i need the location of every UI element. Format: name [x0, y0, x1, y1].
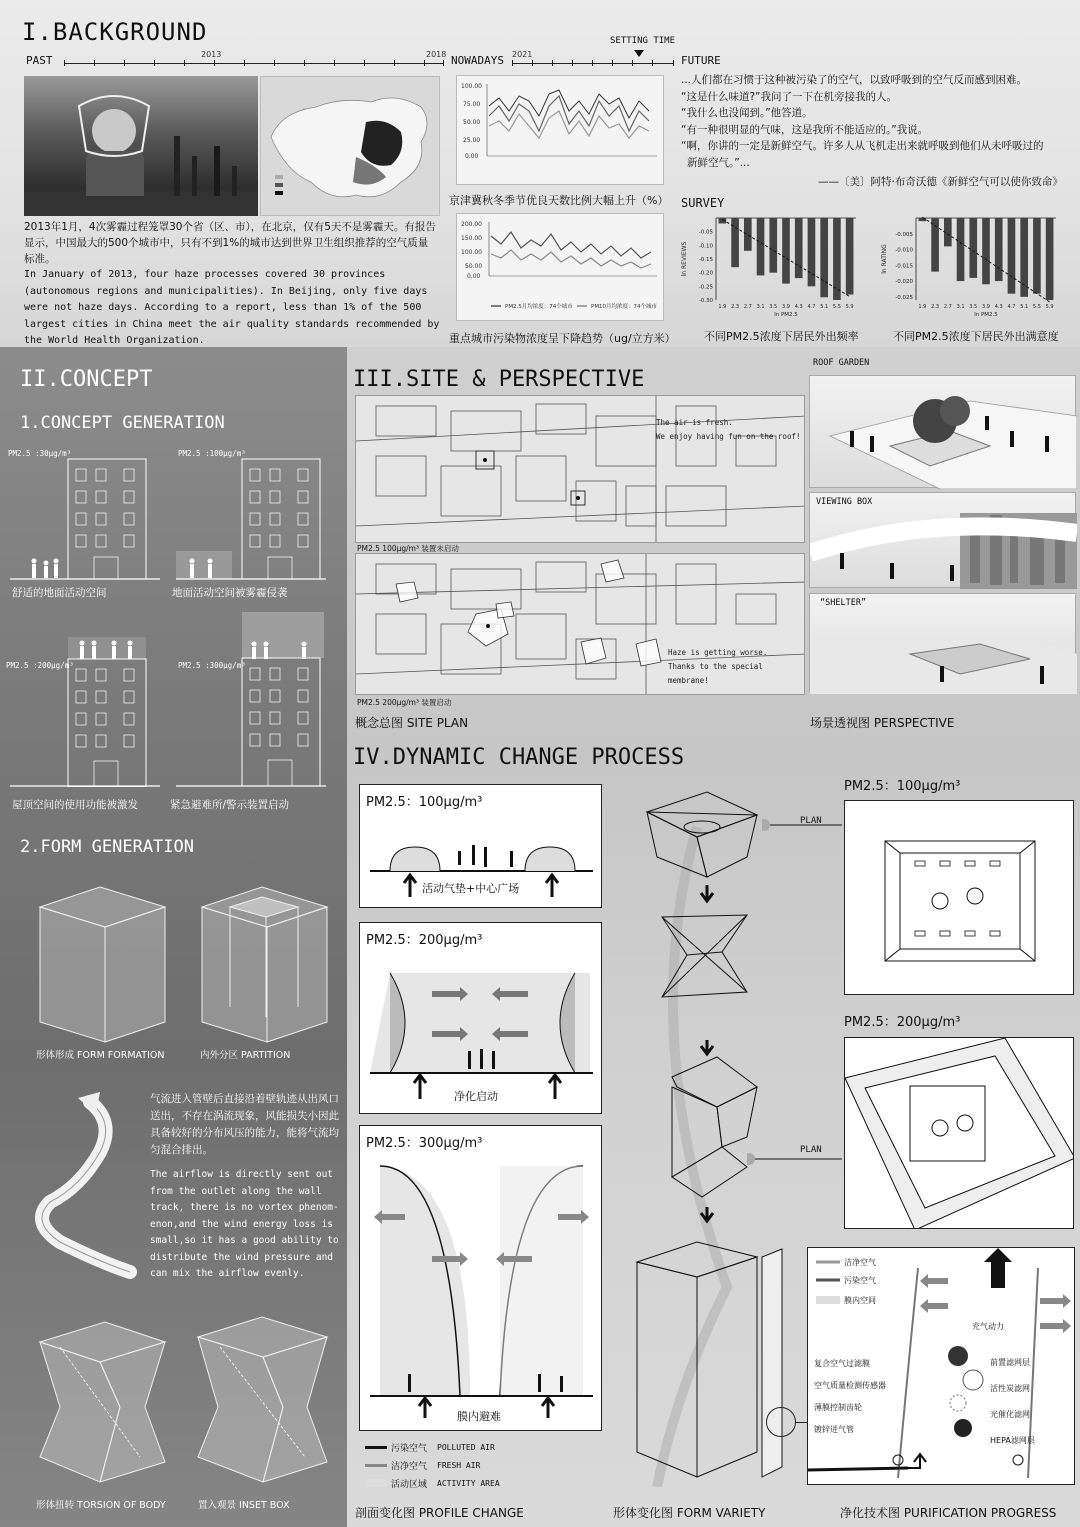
profile-caption: 活动气垫+中心广场	[422, 882, 520, 895]
x-tick-label: 3.5	[769, 304, 778, 310]
site-note-haze	[668, 646, 803, 688]
bar	[969, 218, 977, 278]
purif-label: 光催化滤网	[990, 1410, 1030, 1419]
background-title: I.BACKGROUND	[22, 18, 208, 46]
x-tick-label: 4.3	[794, 304, 803, 310]
timeline-past-label: PAST	[26, 54, 53, 67]
pm-label-300: PM2.5 :300μg/m³	[178, 661, 246, 670]
intro-text-cn: 2013年1月，4次雾霾过程笼罩30个省（区、市），在北京，仅有5天不是雾霾天。有报告显示，中国最大的500个城市中，只有不到1%的城市达到世界卫生组织推荐的空气质量标准。	[24, 221, 436, 265]
detail-callout-line	[795, 1422, 807, 1423]
bar	[957, 218, 965, 281]
x-tick-label: 2.3	[931, 304, 940, 310]
x-tick-label: 3.1	[956, 304, 965, 310]
y-tick-label: -0.10	[698, 243, 713, 250]
quote-line: “啊，你讲的一定是新鲜空气。许多人从飞机走出来就呼吸到他们从未呼吸过的	[681, 140, 1044, 152]
roof-garden-perspective	[809, 375, 1076, 488]
survey-reviews-caption: 不同PM2.5浓度下居民外出频率	[704, 330, 859, 343]
profile-panel-200	[359, 922, 602, 1114]
pollutant-chart-caption: 重点城市污染物浓度呈下降趋势（ug/立方米）	[449, 332, 676, 345]
bar	[782, 218, 790, 284]
svg-text:100.00: 100.00	[461, 249, 482, 256]
persp-label-shelter: “SHELTER”	[820, 598, 867, 608]
y-tick-label: -0.005	[895, 231, 913, 238]
x-tick-label: 3.1	[756, 304, 765, 310]
bar	[757, 218, 765, 275]
form-caption-partition: 内外分区 PARTITION	[200, 1050, 291, 1061]
plan-pm-label-100: PM2.5：100μg/m³	[844, 779, 961, 794]
purif-legend-polluted: 污染空气	[844, 1276, 876, 1285]
legend-activity-area	[365, 1474, 500, 1492]
purif-label: 镀锌进气管	[814, 1425, 854, 1434]
x-tick-label: 2.7	[743, 304, 752, 310]
form-variety-diagram	[617, 787, 797, 1487]
x-axis-label: ln PM2.5	[974, 312, 998, 318]
legend-en: POLLUTED AIR	[437, 1442, 495, 1452]
legend-polluted-air	[365, 1438, 500, 1456]
viewing-box-perspective	[809, 492, 1076, 588]
plan-arrow-2	[747, 1141, 847, 1171]
plan-label-1: PLAN	[800, 816, 822, 826]
y-tick-label: -0.20	[698, 270, 713, 277]
form-caption-inset-box: 置入观景 INSET BOX	[198, 1500, 290, 1511]
pollutant-legend-pm10: PM10月均浓度：74个城市	[591, 304, 658, 310]
site-plan-map-2	[355, 553, 805, 695]
concept-caption-1: 舒适的地面活动空间	[12, 587, 107, 599]
purif-right-labels	[990, 1350, 1035, 1454]
profile-pm-label: PM2.5：100μg/m³	[366, 795, 483, 810]
plan-view-100	[844, 800, 1074, 995]
svg-text:50.00: 50.00	[463, 119, 481, 126]
bar	[744, 218, 752, 251]
site-note-line: Haze is getting worse.	[668, 648, 768, 657]
quote-line: “我什么也没闻到。”他答道。	[681, 107, 813, 119]
form-boxes-top	[30, 877, 330, 1047]
concept-building-4	[176, 612, 326, 787]
x-tick-label: 1.9	[918, 304, 927, 310]
airflow-text-cn: 气流进入管壁后直接沿着壁轨迹从出风口送出，不存在涡流现象，风能损失小因此具备较好的分布风压的能力，能将气流均匀混合排出。	[150, 1093, 339, 1156]
bar	[995, 218, 1003, 281]
bar	[982, 218, 990, 284]
bar	[795, 218, 803, 278]
pollutant-line-chart	[456, 213, 664, 321]
legend-cn: 活动区域	[391, 1479, 428, 1490]
survey-rating-caption: 不同PM2.5浓度下居民外出满意度	[893, 330, 1059, 343]
purification-caption: 净化技术图 PURIFICATION PROGRESS	[840, 1506, 1057, 1520]
timeline-past-line	[64, 63, 444, 64]
survey-title: SURVEY	[681, 196, 725, 210]
dynamic-process-title: IV.DYNAMIC CHANGE PROCESS	[353, 745, 685, 770]
x-tick-label: 2.3	[731, 304, 740, 310]
profile-panel-100	[359, 784, 602, 908]
airflow-text-en: The airflow is directly sent out from the outlet along the wall track, there is no vortex phenom-enon,and the wind energy loss is small,so it has a good ability to distribute the wind pressure and can mix the airflow evenly.	[150, 1169, 339, 1279]
svg-text:100.00: 100.00	[461, 83, 482, 90]
x-tick-label: 3.5	[969, 304, 978, 310]
profile-change-caption: 剖面变化图 PROFILE CHANGE	[355, 1506, 524, 1520]
pm-label-200: PM2.5 :200μg/m³	[6, 661, 74, 670]
purif-label: HEPA滤网层	[990, 1436, 1035, 1445]
site-note-line: We enjoy having fun on the roof!	[656, 432, 801, 441]
plan-label-2: PLAN	[800, 1145, 822, 1155]
form-caption-torsion: 形体扭转 TORSION OF BODY	[36, 1500, 166, 1511]
perspective-caption: 场景透视图 PERSPECTIVE	[810, 716, 955, 730]
pm-label-100: PM2.5 :100μg/m³	[178, 449, 246, 458]
timeline-nowadays-line	[512, 63, 674, 64]
x-tick-label: 4.7	[1007, 304, 1016, 310]
form-boxes-twisted	[30, 1307, 330, 1497]
site-plan-map-1	[355, 395, 805, 543]
survey-rating-bar-chart	[876, 210, 1076, 328]
timeline-nowadays-label: NOWADAYS	[451, 54, 504, 67]
svg-text:200.00: 200.00	[461, 221, 482, 228]
intro-text-en: In January of 2013, four haze processes covered 30 provinces (autonomous regions and municipalities). In Beijing, only five days were not haze days. According to a report, less than 1% of the 500 largest cities in China meet the air quality standards recommended by the World Health Organization.	[24, 269, 440, 346]
concept-building-3	[10, 637, 160, 787]
timeline-future-label: FUTURE	[681, 54, 721, 67]
profile-pm-label: PM2.5：300μg/m³	[366, 1136, 483, 1151]
x-tick-label: 5.9	[845, 304, 854, 310]
quote-line: ...人们都在习惯于这种被污染了的空气，以致呼吸到的空气反而感到困难。	[681, 74, 1028, 86]
x-tick-label: 3.9	[982, 304, 990, 310]
y-tick-label: -0.25	[698, 284, 713, 291]
china-haze-map	[260, 76, 440, 216]
concept-caption-2: 地面活动空间被雾霾侵袭	[172, 587, 288, 599]
y-tick-label: -0.020	[895, 279, 913, 286]
profile-caption: 净化启动	[454, 1090, 498, 1103]
setting-time-label: SETTING TIME	[610, 36, 676, 46]
background-section	[0, 0, 1080, 347]
form-caption-formation: 形体形成 FORM FORMATION	[36, 1050, 165, 1061]
concept-caption-4: 紧急避难所/警示装置启动	[170, 799, 290, 811]
persp-label-roof-garden: ROOF GARDEN	[813, 358, 870, 368]
plan-pm-label-200: PM2.5：200μg/m³	[844, 1015, 961, 1030]
concept-building-2	[176, 455, 326, 580]
svg-text:25.00: 25.00	[463, 137, 481, 144]
purification-diagram	[807, 1247, 1075, 1485]
svg-text:0.00: 0.00	[467, 273, 481, 280]
purif-label: 前置滤网层	[990, 1358, 1030, 1367]
timeline-year-2021: 2021	[512, 50, 533, 59]
form-generation-subtitle: 2.FORM GENERATION	[20, 837, 194, 857]
x-tick-label: 2.7	[943, 304, 952, 310]
svg-text:50.00: 50.00	[465, 263, 483, 270]
x-tick-label: 1.9	[718, 304, 727, 310]
y-tick-label: -0.15	[698, 257, 713, 263]
svg-text:150.00: 150.00	[461, 235, 482, 242]
legend-cn: 洁净空气	[391, 1461, 428, 1472]
y-axis-label: ln RATING	[881, 244, 888, 274]
purif-legend-fresh: 洁净空气	[844, 1258, 876, 1267]
concept-caption-3: 屋顶空间的使用功能被激发	[12, 799, 138, 811]
timeline-year-2018: 2018	[426, 50, 447, 59]
concept-generation-subtitle: 1.CONCEPT GENERATION	[20, 413, 225, 433]
airflow-ribbon-illustration	[20, 1092, 150, 1292]
purif-label: 活性炭滤网	[990, 1384, 1030, 1393]
profile-panel-300	[359, 1125, 602, 1431]
inflation-power-label: 充气动力	[972, 1322, 1004, 1331]
site-plan-caption: 概念总图 SITE PLAN	[355, 716, 469, 730]
profile-legend	[365, 1438, 500, 1492]
x-tick-label: 4.3	[994, 304, 1003, 310]
y-tick-label: -0.025	[895, 294, 913, 301]
x-tick-label: 5.5	[1032, 304, 1041, 310]
setting-time-marker-icon	[634, 50, 644, 57]
concept-title: II.CONCEPT	[20, 367, 153, 392]
bar	[846, 218, 854, 295]
quote-line: “有一种很明显的气味，这是我所不能适应的。”我说。	[681, 123, 929, 136]
fresh-air-arrow-icon	[365, 1464, 387, 1467]
site-note-line: The air is fresh.	[656, 418, 733, 427]
polluted-air-arrow-icon	[365, 1446, 387, 1449]
purif-label: 薄膜控制齿轮	[814, 1403, 862, 1412]
x-tick-label: 5.9	[1045, 304, 1054, 310]
x-tick-label: 3.9	[782, 304, 790, 310]
bar	[808, 218, 816, 286]
legend-fresh-air	[365, 1456, 500, 1474]
svg-text:0.00: 0.00	[465, 153, 479, 160]
y-axis-label: ln REVIEWS	[681, 241, 688, 277]
svg-text:75.00: 75.00	[463, 101, 481, 108]
form-variety-caption: 形体变化图 FORM VARIETY	[613, 1506, 766, 1520]
quote-line: “这是什么味道?”我问了一下在机旁接我的人。	[681, 90, 897, 103]
site-and-process-section	[347, 347, 1080, 1527]
bar	[1033, 218, 1041, 294]
y-tick-label: -0.015	[895, 263, 913, 270]
x-tick-label: 5.1	[820, 304, 829, 310]
bar	[1046, 218, 1054, 300]
legend-en: FRESH AIR	[437, 1460, 481, 1470]
site-map-2-label: PM2.5 200μg/m³ 装置启动	[357, 698, 452, 707]
good-days-chart-caption: 京津冀秋冬季节优良天数比例大幅上升（%）	[449, 194, 669, 207]
survey-reviews-bar-chart	[676, 210, 876, 328]
site-perspective-title: III.SITE & PERSPECTIVE	[353, 367, 645, 392]
x-tick-label: 4.7	[807, 304, 816, 310]
y-tick-label: -0.05	[698, 229, 713, 236]
purif-legend-membrane: 膜内空间	[844, 1296, 876, 1305]
y-tick-label: -0.010	[895, 247, 913, 254]
purif-left-labels	[814, 1353, 886, 1441]
plan-view-200	[844, 1037, 1074, 1229]
purif-label: 复合空气过滤膜	[814, 1359, 870, 1368]
activity-area-swatch-icon	[365, 1479, 387, 1487]
profile-caption: 膜内避难	[457, 1410, 501, 1423]
purif-label: 空气质量检测传感器	[814, 1381, 886, 1390]
site-note-fresh	[656, 416, 801, 444]
legend-en: ACTIVITY AREA	[437, 1478, 500, 1488]
quote-block	[681, 72, 1071, 171]
bar	[769, 218, 777, 273]
concept-building-1	[10, 455, 160, 580]
concept-section	[0, 347, 347, 1527]
persp-label-viewing-box: VIEWING BOX	[816, 497, 873, 507]
x-tick-label: 5.1	[1020, 304, 1029, 310]
bar	[1008, 218, 1016, 294]
profile-pm-label: PM2.5：200μg/m³	[366, 933, 483, 948]
pm-label-30: PM2.5 :30μg/m³	[8, 449, 72, 458]
x-tick-label: 5.5	[832, 304, 841, 310]
pollutant-legend-pm25: PM2.5月均浓度：74个城市	[505, 304, 573, 310]
quote-line: 新鲜空气。”...	[687, 156, 750, 169]
good-days-line-chart	[456, 75, 664, 185]
y-tick-label: -0.30	[698, 298, 713, 304]
shelter-perspective	[809, 593, 1076, 693]
haze-child-photo	[24, 76, 258, 216]
quote-source: ——〔美〕阿特·布奇沃德《新鲜空气可以使你致命》	[818, 176, 1063, 188]
site-map-1-label: PM2.5 100μg/m³ 装置未启动	[357, 544, 459, 553]
legend-cn: 污染空气	[391, 1443, 428, 1454]
detail-callout-circle	[766, 1407, 796, 1437]
x-axis-label: ln PM2.5	[774, 312, 798, 318]
site-note-line: Thanks to the special membrane!	[668, 662, 763, 685]
bar	[820, 218, 828, 297]
timeline-year-2013: 2013	[201, 50, 222, 59]
